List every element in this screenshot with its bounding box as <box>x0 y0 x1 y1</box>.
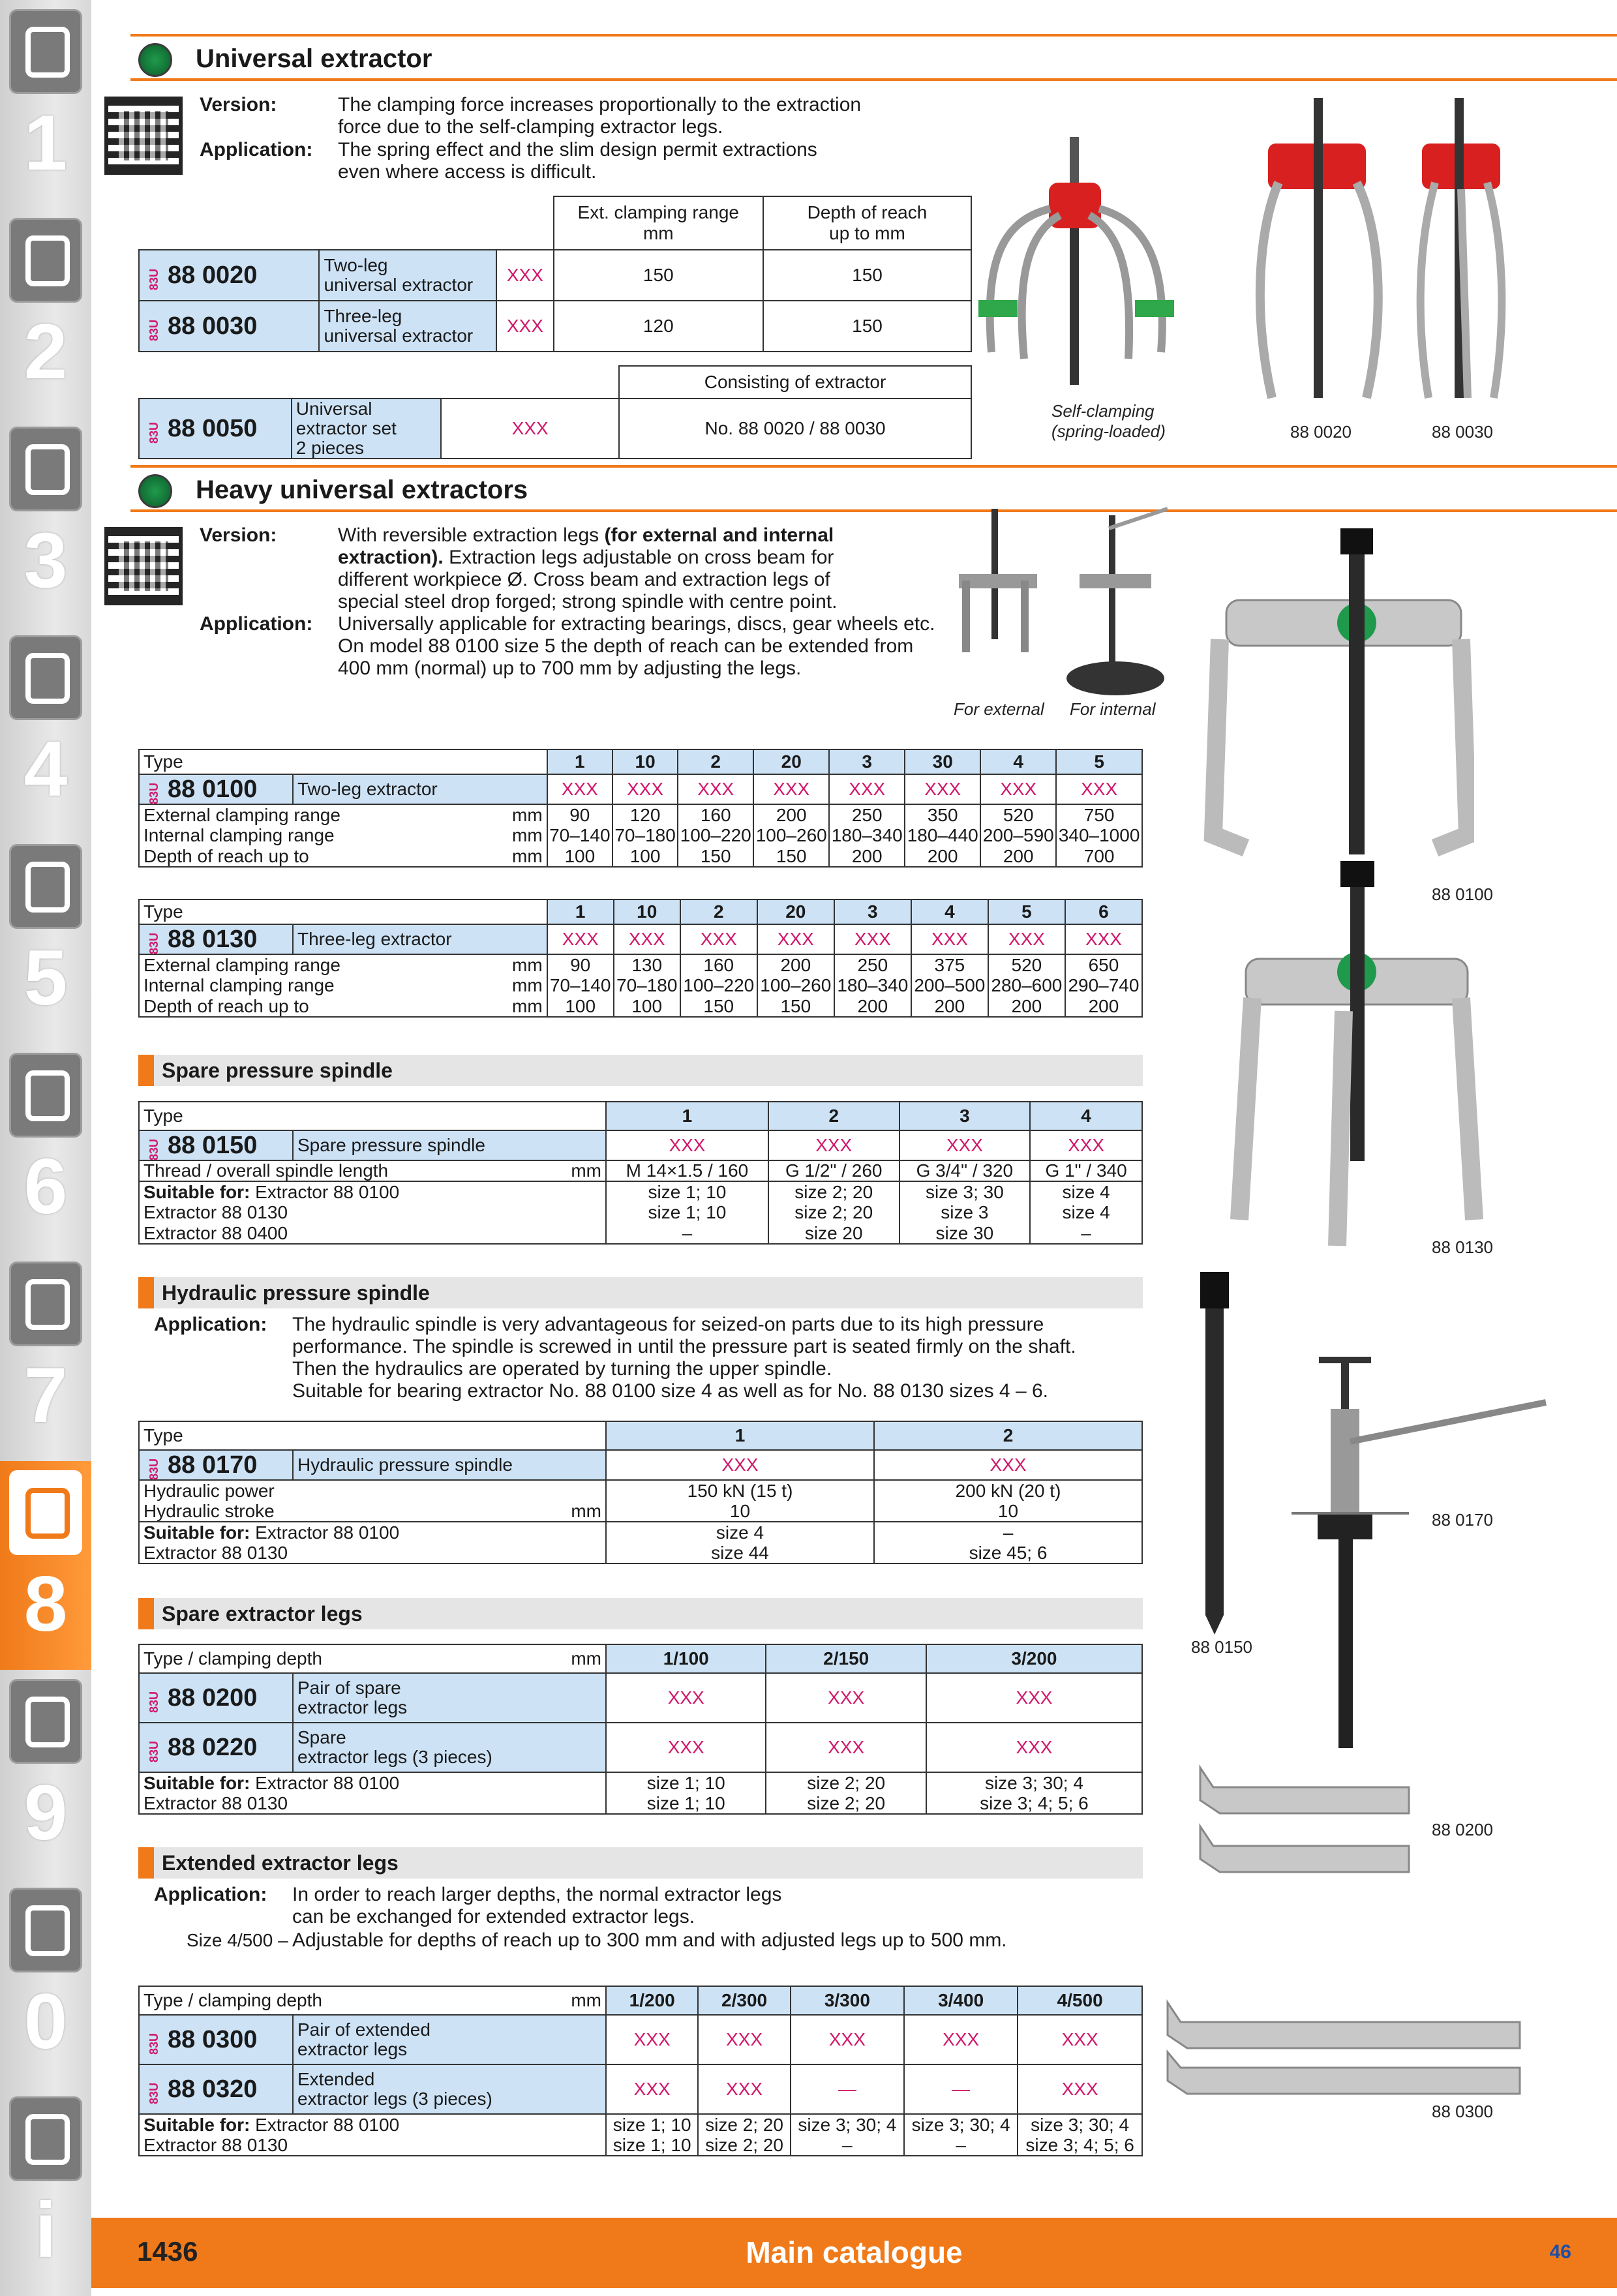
qr-code-icon[interactable] <box>104 97 183 175</box>
application-text: The spring effect and the slim design permit extractions even where access is difficult. <box>338 139 817 183</box>
self-clamping-extractor-image <box>972 137 1187 398</box>
info-icon <box>9 2096 82 2181</box>
table-88-0020 <box>138 196 972 352</box>
page-number: 1436 <box>137 2236 198 2267</box>
table-88-0150: Type 1 2 3 4 83U 88 0150 Spare pressure spindle XXX XXX XXX XXX Thread / overall spindle length mm M 14×1.5 / 160 G 1/2" / 260 G 3/4" / 320 G 1" / 340 Suitable for: Extractor 88 0100 size 1; 10 size 2; 20 size 3; 30 size 4 Extractor 88 0130 size 1; 10 size 2; 20 size 3 size 4 Extractor 88 0400 – size 20 size 30 – <box>138 1101 1143 1245</box>
chuck-icon <box>9 427 82 511</box>
extractor-88-0130-image <box>1226 854 1487 1252</box>
table-88-0130: Type 1 10 2 20 3 4 5 6 83U 88 0130 Three-leg extractor XXX XXX XXX XXX XXX XXX XXX XXX External clamping range mm 90 130 160 200 250 375 520 650 Internal clamping range mm 70–140 70–180 100–220 100–260 180–340 200–500 280–600 290–740 Depth of reach up to mm 100 100 150 150 200 200 200 200 <box>138 899 1143 1018</box>
table-row: 83U 88 0020 Two-leg universal extractor XXX 150 150 <box>139 250 971 301</box>
spindle-88-0150-image <box>1194 1272 1239 1637</box>
table-88-0050: Consisting of extractor 83U 88 0050 Universal extractor set 2 pieces XXX No. 88 0020 / 88 0030 <box>138 365 972 459</box>
caption-88-0300: 88 0300 <box>1432 2102 1493 2121</box>
insert-tool-icon <box>9 218 82 303</box>
footer-title: Main catalogue <box>746 2235 963 2269</box>
table-row: Extractor 88 0130 size 1; 10 size 2; 20 size 3; 4; 5; 6 <box>139 1793 1142 1814</box>
chapter-tab-6[interactable] <box>0 1044 91 1252</box>
table-row: Hydraulic stroke mm 10 10 <box>139 1501 1142 1522</box>
table-88-0100: Type 1 10 2 20 3 30 4 5 83U 88 0100 Two-leg extractor XXX XXX XXX XXX XXX XXX XXX XXX External clamping range mm 90 120 160 200 250 350 520 750 Internal clamping range mm 70–140 70–180 100–220 100–260 180–340 180–440 200–590 340–1000 Depth of reach up to mm 100 100 150 150 200 200 200 700 <box>138 749 1143 868</box>
chapter-tab-1[interactable] <box>0 0 91 209</box>
table-row: 83U 88 0150 Spare pressure spindle XXX XXX XXX XXX <box>139 1130 1142 1160</box>
table-row: Suitable for: Extractor 88 0100 size 1; 10 size 2; 20 size 3; 30; 4 size 3; 30; 4 size 3; 30; 4 <box>139 2114 1142 2135</box>
application-text: In order to reach larger depths, the normal extractor legs can be exchanged for extended extractor legs. <box>292 1884 782 1927</box>
version-text: With reversible extraction legs (for external and internal extraction). Extraction legs adjustable on cross beam for different workpiece Ø. Cross beam and extraction legs of special steel drop forged; strong spindle with centre point. <box>338 524 838 612</box>
size-text: Adjustable for depths of reach up to 300 mm and with adjusted legs up to 500 mm. <box>292 1929 1007 1951</box>
safety-goggles-icon <box>9 1888 82 1972</box>
version-text: The clamping force increases proportionally to the extraction force due to the self-clamping extractor legs. <box>338 94 862 138</box>
chapter-tab-5[interactable] <box>0 835 91 1044</box>
quality-logo-icon <box>138 474 172 508</box>
chapter-nav <box>0 0 91 2274</box>
application-text: Universally applicable for extracting bearings, discs, gear wheels etc. On model 88 0100 size 5 the depth of reach can be extended from 400 mm (normal) up to 700 mm by adjusting the legs. <box>338 613 935 679</box>
table-88-0200: Type / clamping depth mm 1/100 2/150 3/200 83U 88 0200 Pair of spare extractor legs XXX XXX XXX 83U 88 0220 Spare extractor legs (3 pieces) XXX XXX XXX Suitable for: Extractor 88 0100 size 1; 10 size 2; 20 size 3; 30; 4 Extractor 88 0130 size 1; 10 size 2; 20 size 3; 4; 5; 6 <box>138 1644 1143 1815</box>
version-label: Version: <box>200 94 277 115</box>
pliers-icon <box>9 1261 82 1346</box>
chapter-number: 2 <box>23 308 68 395</box>
chapter-tab-8[interactable] <box>0 1461 91 1670</box>
legs-88-0300-image <box>1161 1996 1526 2100</box>
quality-logo-icon <box>138 43 172 77</box>
table-row: 83U 88 0320 Extended extractor legs (3 pieces) XXX XXX — — XXX <box>139 2064 1142 2114</box>
table-row: 83U 88 0170 Hydraulic pressure spindle XXX XXX <box>139 1450 1142 1480</box>
chapter-number: 8 <box>23 1560 68 1648</box>
chapter-number: 5 <box>23 934 68 1021</box>
size-label: Size 4/500 – <box>187 1930 288 1950</box>
table-row: Thread / overall spindle length mm M 14×1.5 / 160 G 1/2" / 260 G 3/4" / 320 G 1" / 340 <box>139 1160 1142 1181</box>
header-ext-clamping-range: Ext. clamping range mm <box>554 196 763 250</box>
table-row: Suitable for: Extractor 88 0100 size 1; 10 size 2; 20 size 3; 30; 4 <box>139 1772 1142 1793</box>
application-label: Application: <box>200 613 313 635</box>
caliper-icon <box>9 635 82 720</box>
table-row: 83U 88 0300 Pair of extended extractor legs XXX XXX XXX XXX XXX <box>139 2015 1142 2064</box>
application-text: The hydraulic spindle is very advantageous for seized-on parts due to its high pressure performance. The spindle is screwed in until the pressure part is seated firmly on the shaft. Then the hydraulics are operated by turning the upper spindle. Suitable for bearing extractor No. 88 0100 size 4 as well as for No. 88 0130 sizes 4 – 6. <box>292 1314 1076 1402</box>
chapter-tab-7[interactable] <box>0 1252 91 1461</box>
application-label: Application: <box>154 1314 267 1335</box>
chapter-number: i <box>35 2186 57 2274</box>
application-label: Application: <box>154 1884 267 1905</box>
external-internal-use-image <box>946 502 1168 704</box>
subheader-spare-extractor-legs: Spare extractor legs <box>138 1598 1143 1629</box>
hydraulic-spindle-88-0170-image <box>1278 1350 1552 1755</box>
chapter-tab-9[interactable] <box>0 1670 91 1879</box>
wrench-icon <box>9 1053 82 1138</box>
table-row: Internal clamping range mm 70–140 70–180 100–220 100–260 180–340 200–500 280–600 290–740 <box>139 975 1142 996</box>
section-header-heavy-universal-extractors <box>130 465 1617 512</box>
legs-88-0200-image <box>1194 1761 1415 1885</box>
table-row: Extractor 88 0130 size 44 size 45; 6 <box>139 1543 1142 1563</box>
chapter-number: 7 <box>23 1352 68 1439</box>
section-header-universal-extractor <box>130 34 1617 81</box>
table-row: Extractor 88 0130 size 1; 10 size 2; 20 – – size 3; 4; 5; 6 <box>139 2135 1142 2156</box>
table-row: Hydraulic power 150 kN (15 t) 200 kN (20 t) <box>139 1480 1142 1501</box>
extractor-88-0030-image <box>1409 98 1513 404</box>
caption-88-0100: 88 0100 <box>1432 884 1493 904</box>
table-row: 83U 88 0050 Universal extractor set 2 pieces XXX No. 88 0020 / 88 0030 <box>139 399 971 459</box>
chapter-number: 0 <box>23 1978 68 2065</box>
page-footer <box>91 2218 1617 2288</box>
footer-section-number: 46 <box>1549 2241 1571 2263</box>
table-row: Extractor 88 0130 size 1; 10 size 2; 20 size 3 size 4 <box>139 1202 1142 1223</box>
table-row: 83U 88 0220 Spare extractor legs (3 pieces) XXX XXX XXX <box>139 1723 1142 1772</box>
table-row: External clamping range mm 90 130 160 200 250 375 520 650 <box>139 954 1142 975</box>
table-88-0170: Type 1 2 83U 88 0170 Hydraulic pressure spindle XXX XXX Hydraulic power 150 kN (15 t) 200 kN (20 t) Hydraulic stroke mm 10 10 Suitable for: Extractor 88 0100 size 4 – Extractor 88 0130 size 44 size 45; 6 <box>138 1421 1143 1564</box>
table-row: Extractor 88 0400 – size 20 size 30 – <box>139 1223 1142 1244</box>
caption-88-0200: 88 0200 <box>1432 1820 1493 1839</box>
caption-88-0150: 88 0150 <box>1191 1637 1252 1657</box>
chapter-number: 4 <box>23 725 68 813</box>
caption-88-0170: 88 0170 <box>1432 1510 1493 1530</box>
header-depth-of-reach: Depth of reach up to mm <box>763 196 971 250</box>
table-row: Suitable for: Extractor 88 0100 size 4 – <box>139 1522 1142 1543</box>
subheader-hydraulic-pressure-spindle: Hydraulic pressure spindle <box>138 1277 1143 1308</box>
table-row: 83U 88 0200 Pair of spare extractor legs XXX XXX XXX <box>139 1673 1142 1723</box>
chapter-number: 1 <box>23 99 68 187</box>
toolbox-case-icon <box>9 1470 82 1555</box>
table-row: Depth of reach up to mm 100 100 150 150 200 200 200 200 <box>139 996 1142 1017</box>
table-row: Suitable for: Extractor 88 0100 size 1; 10 size 2; 20 size 3; 30 size 4 <box>139 1181 1142 1202</box>
caption-88-0020: 88 0020 <box>1290 422 1352 442</box>
chapter-tab-3[interactable] <box>0 417 91 626</box>
chapter-number: 9 <box>23 1769 68 1856</box>
chapter-number: 3 <box>23 517 68 604</box>
caption-88-0130: 88 0130 <box>1432 1237 1493 1257</box>
table-row: 83U 88 0130 Three-leg extractor XXX XXX XXX XXX XXX XXX XXX XXX <box>139 924 1142 954</box>
table-row: 83U 88 0030 Three-leg universal extractor XXX 120 150 <box>139 301 971 352</box>
extractor-88-0100-image <box>1200 522 1474 861</box>
drill-bit-icon <box>9 9 82 94</box>
workshop-cabinet-icon <box>9 1679 82 1764</box>
section-title: Heavy universal extractors <box>196 476 528 504</box>
subheader-extended-extractor-legs: Extended extractor legs <box>138 1847 1143 1879</box>
chapter-tab-2[interactable] <box>0 209 91 417</box>
subheader-spare-pressure-spindle: Spare pressure spindle <box>138 1055 1143 1086</box>
table-row: Depth of reach up to mm 100 100 150 150 200 200 200 700 <box>139 846 1142 867</box>
chapter-tab-i[interactable] <box>0 2087 91 2296</box>
chapter-tab-0[interactable] <box>0 1879 91 2087</box>
table-row: 83U 88 0100 Two-leg extractor XXX XXX XXX XXX XXX XXX XXX XXX <box>139 774 1142 804</box>
application-label: Application: <box>200 139 313 160</box>
extractor-88-0020-image <box>1239 98 1409 404</box>
caption-88-0030: 88 0030 <box>1432 422 1493 442</box>
cutting-disc-icon <box>9 844 82 929</box>
table-row: External clamping range mm 90 120 160 200 250 350 520 750 <box>139 804 1142 825</box>
chapter-tab-4[interactable] <box>0 626 91 835</box>
chapter-number: 6 <box>23 1143 68 1230</box>
qr-code-icon[interactable] <box>104 527 183 605</box>
table-88-0300: Type / clamping depth mm 1/200 2/300 3/300 3/400 4/500 83U 88 0300 Pair of extended extractor legs XXX XXX XXX XXX XXX 83U 88 0320 Extended extractor legs (3 pieces) XXX XXX — — XXX Suitable for: Extractor 88 0100 size 1; 10 size 2; 20 size 3; 30; 4 size 3; 30; 4 size 3; 30; 4 Extractor 88 0130 size 1; 10 size 2; 20 – – size 3; 4; 5; 6 <box>138 1986 1143 2156</box>
caption-for-internal: For internal <box>1070 699 1156 719</box>
caption-for-external: For external <box>954 699 1044 719</box>
version-label: Version: <box>200 524 277 546</box>
caption-self-clamping: Self-clamping (spring-loaded) <box>1051 401 1166 441</box>
section-title: Universal extractor <box>196 44 432 73</box>
table-row: Internal clamping range mm 70–140 70–180 100–220 100–260 180–340 180–440 200–590 340–1000 <box>139 825 1142 846</box>
